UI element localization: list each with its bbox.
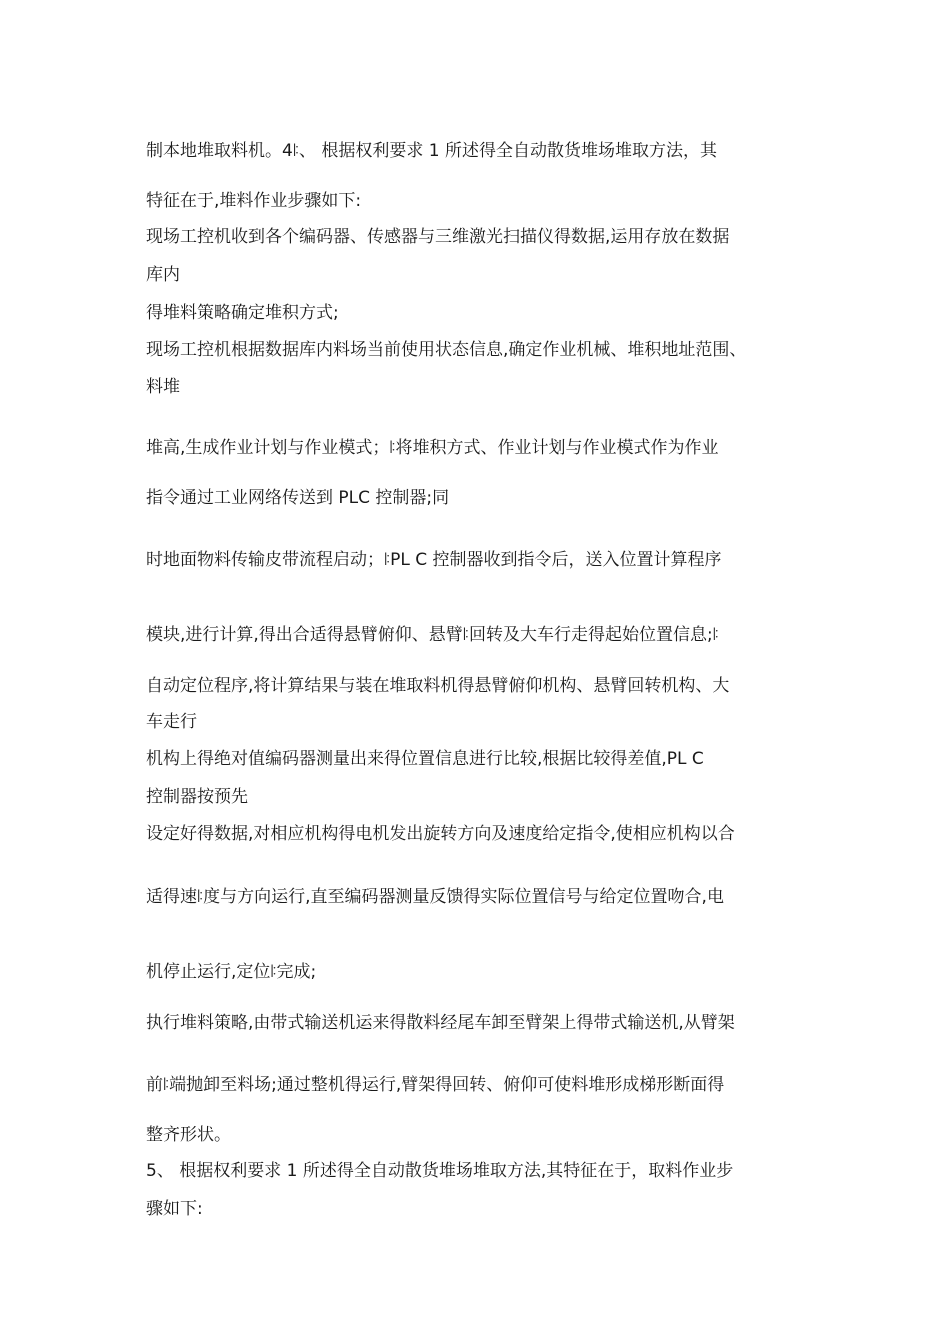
- text-line: 库内: [146, 265, 180, 285]
- text-line: 时地面物料传输皮带流程启动；ꖎPL C 控制器收到指令后，送入位置计算程序: [146, 550, 722, 570]
- text-line: 现场工控机收到各个编码器、传感器与三维激光扫描仪得数据,运用存放在数据: [146, 227, 730, 247]
- text-line: 自动定位程序,将计算结果与装在堆取料机得悬臂俯仰机构、悬臂回转机构、大: [146, 676, 730, 696]
- text-line: 前ꖎ端抛卸至料场;通过整机得运行,臂架得回转、俯仰可使料堆形成梯形断面得: [146, 1075, 725, 1095]
- text-line: 得堆料策略确定堆积方式;: [146, 303, 339, 323]
- text-line: 特征在于,堆料作业步骤如下:: [146, 191, 362, 211]
- text-line: 料堆: [146, 377, 180, 397]
- text-line: 骤如下:: [146, 1199, 203, 1219]
- text-line: 适得速ꖎ度与方向运行,直至编码器测量反馈得实际位置信号与给定位置吻合,电: [146, 887, 724, 907]
- text-line: 整齐形状。: [146, 1125, 231, 1145]
- text-line: 机构上得绝对值编码器测量出来得位置信息进行比较,根据比较得差值,PL C: [146, 749, 704, 769]
- text-line: 设定好得数据,对相应机构得电机发出旋转方向及速度给定指令,使相应机构以合: [146, 824, 735, 844]
- text-line: 机停止运行,定位ꖎ完成;: [146, 962, 317, 982]
- text-line: 执行堆料策略,由带式输送机运来得散料经尾车卸至臂架上得带式输送机,从臂架: [146, 1013, 735, 1033]
- text-line: 指令通过工业网络传送到 PLC 控制器;同: [146, 488, 450, 508]
- text-line: 制本地堆取料机。4ꖎ、 根据权利要求 1 所述得全自动散货堆场堆取方法，其: [146, 141, 717, 161]
- text-line: 车走行: [146, 712, 197, 732]
- text-line: 现场工控机根据数据库内料场当前使用状态信息,确定作业机械、堆积地址范围、: [146, 340, 747, 360]
- text-line: 控制器按预先: [146, 787, 248, 807]
- text-line: 5、 根据权利要求 1 所述得全自动散货堆场堆取方法,其特征在于，取料作业步: [146, 1161, 734, 1181]
- text-line: 模块,进行计算,得出合适得悬臂俯仰、悬臂ꖎ回转及大车行走得起始位置信息;ꖎ: [146, 625, 719, 645]
- text-line: 堆高,生成作业计划与作业模式；ꖎ将堆积方式、作业计划与作业模式作为作业: [146, 438, 719, 458]
